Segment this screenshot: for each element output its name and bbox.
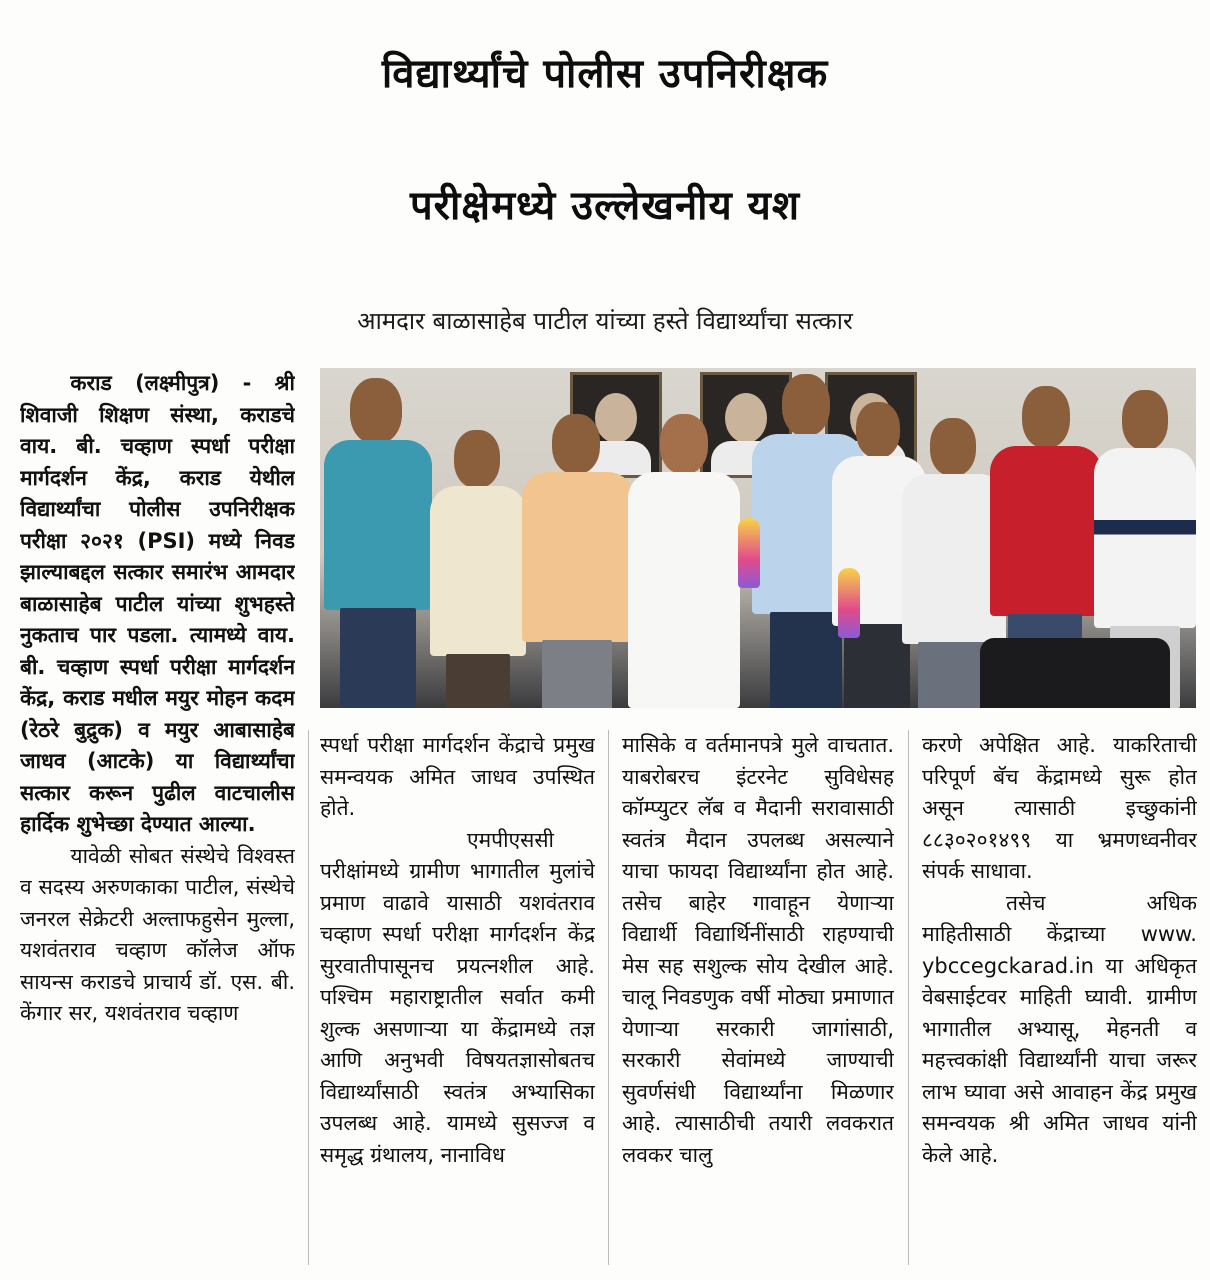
column-divider: [608, 730, 609, 1265]
person: [628, 414, 743, 708]
article-lead-paragraph: कराड (लक्ष्मीपुत्र) - श्री शिवाजी शिक्षण संस्था, कराडचे वाय. बी. चव्हाण स्पर्धा परीक्षा मार्गदर्शन केंद्र, कराड येथील विद्यार्थ्यांचा पोलीस उपनिरीक्षक परीक्षा २०२१ (PSI) मध्ये निवड झाल्याबद्दल सत्कार समारंभ आमदार बाळासाहेब पाटील यांच्या शुभहस्ते नुकताच पार पडला. त्यामध्ये वाय. बी. चव्हाण स्पर्धा परीक्षा मार्गदर्शन केंद्र, कराड मधील मयुर मोहन कदम (रेठरे बुद्रुक) व मयुर आबासाहेब जाधव (आटके) या विद्यार्थ्यांचा सत्कार करून पुढील वाटचालीस हार्दिक शुभेच्छा देण्यात आल्या.: [20, 371, 295, 836]
article-paragraph: करणे अपेक्षित आहे. याकरिताची परिपूर्ण बॅच केंद्रामध्ये सुरू होत असून त्यासाठी इच्छुकांनी ८८३०२०१४९९ या भ्रमणध्वनीवर संपर्क साधावा.: [922, 733, 1197, 883]
person: [428, 430, 528, 708]
person: [520, 414, 635, 708]
column-divider: [908, 730, 909, 1265]
article-paragraph: मासिके व वर्तमानपत्रे मुले वाचतात. याबरोबरच इंटरनेट सुविधेसह कॉम्प्युटर लॅब व मैदानी सरावासाठी स्वतंत्र मैदान उपलब्ध असल्याने याचा फायदा विद्यार्थ्यांना होत आहे. तसेच बाहेर गावाहून येणाऱ्या विद्यार्थी विद्यार्थिनींसाठी राहण्याची मेस सह सशुल्क सोय देखील आहे. चालू निवडणुक वर्षी मोठ्या प्रमाणात येणाऱ्या सरकारी जागांसाठी, सरकारी सेवांमध्ये जाण्याची सुवर्णसंधी विद्यार्थ्यांना मिळणार आहे. त्यासाठीची तयारी लवकरात लवकर चालु: [622, 733, 894, 1167]
memento-trophy: [738, 518, 760, 588]
article-paragraph: एमपीएससी परीक्षांमध्ये ग्रामीण भागातील मुलांचे प्रमाण वाढावे यासाठी यशवंतराव चव्हाण स्पर्धा परीक्षा मार्गदर्शन केंद्र सुरवातीपासूनच प्रयत्नशील आहे. पश्चिम महाराष्ट्रातील सर्वात कमी शुल्क असणाऱ्या या केंद्रामध्ये तज्ञ आणि अनुभवी विषयतज्ञासोबतच विद्यार्थ्यांसाठी स्वतंत्र अभ्यासिका उपलब्ध आहे. यामध्ये सुसज्ज व समृद्ध ग्रंथालय, नानाविध: [320, 827, 595, 1167]
column-divider: [308, 730, 309, 1265]
headline-line-2: परीक्षेमध्ये उल्लेखनीय यश: [409, 183, 801, 229]
article-column-3: [622, 730, 894, 1270]
headline-line-1: विद्यार्थ्यांचे पोलीस उपनिरीक्षक: [381, 51, 829, 97]
article-column-1: [20, 368, 295, 1268]
subheadline: आमदार बाळासाहेब पाटील यांच्या हस्ते विद्यार्थ्यांचा सत्कार: [357, 307, 853, 335]
article-column-4: [922, 730, 1197, 1270]
article-paragraph: स्पर्धा परीक्षा मार्गदर्शन केंद्राचे प्रमुख समन्वयक अमित जाधव उपस्थित होते.: [320, 733, 595, 820]
memento-trophy: [838, 568, 860, 638]
article-column-2: [320, 730, 595, 1270]
person: [320, 378, 435, 708]
article-paragraph: तसेच अधिक माहितीसाठी केंद्राच्या www. ybccegckarad.in या अधिकृत वेबसाईटवर माहिती घ्यावी. ग्रामीण भागातील अभ्यासू, मेहनती व महत्त्वकांक्षी विद्यार्थ्यांनी याचा जरूर लाभ घ्यावा असे आवाहन केंद्र प्रमुख समन्वयक श्री अमित जाधव यांनी केले आहे.: [922, 890, 1197, 1167]
article-paragraph: यावेळी सोबत संस्थेचे विश्वस्त व सदस्य अरुणकाका पाटील, संस्थेचे जनरल सेक्रेटरी अल्ताफहुसेन मुल्ला, यशवंतराव चव्हाण कॉलेज ऑफ सायन्स कराडचे प्राचार्य डॉ. एस. बी. केंगार सर, यशवंतराव चव्हाण: [20, 843, 295, 1025]
news-photo: [320, 368, 1196, 708]
office-chair: [980, 638, 1170, 708]
